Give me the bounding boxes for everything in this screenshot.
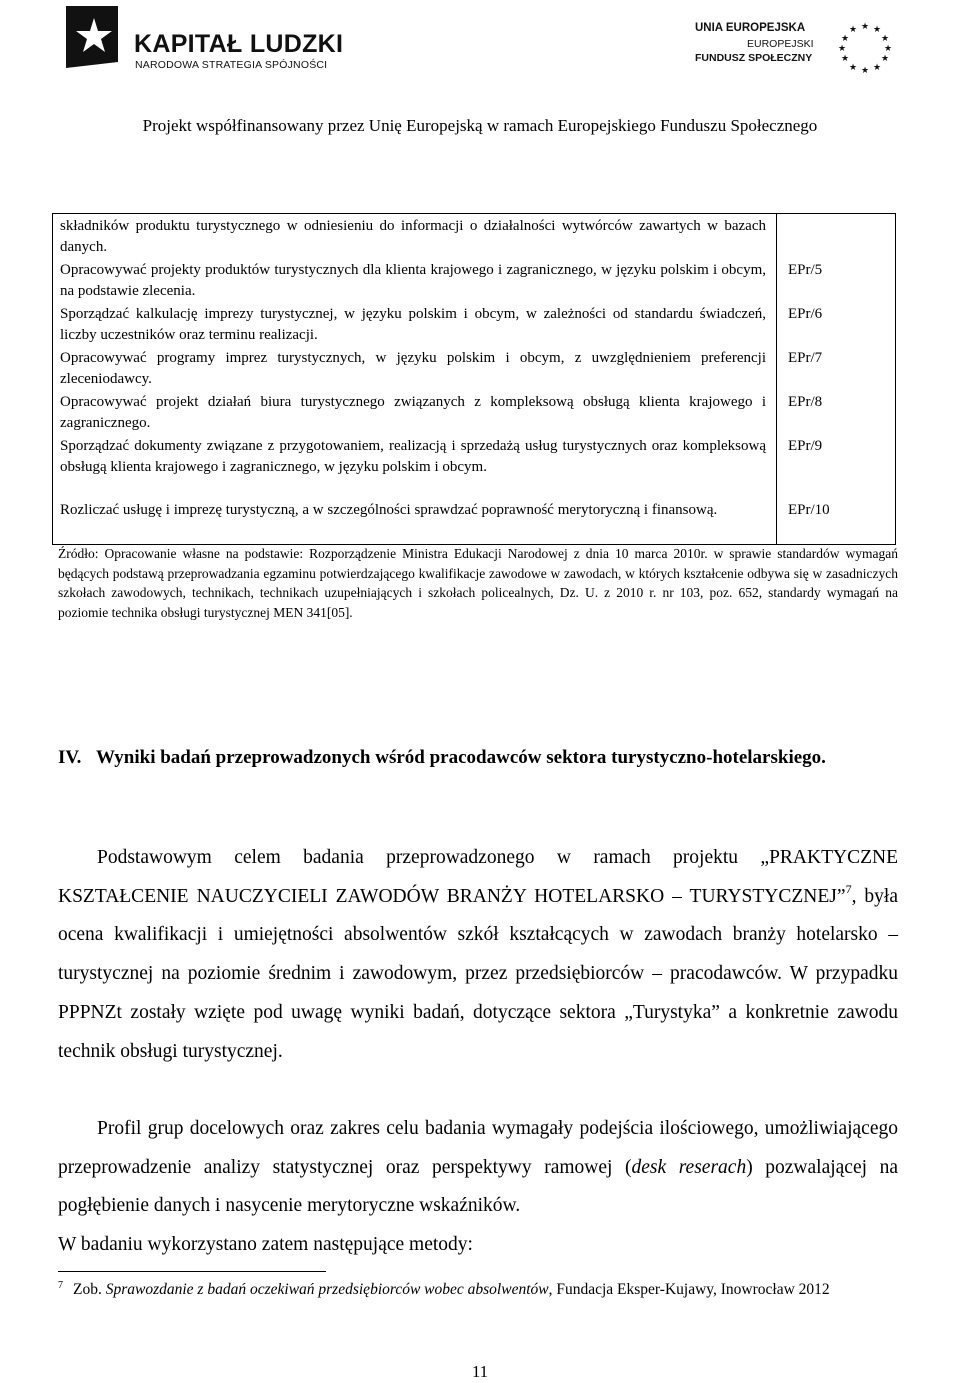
table-row-code: EPr/5: [788, 262, 823, 278]
project-caption: Projekt współfinansowany przez Unię Europejską w ramach Europejskiego Funduszu Społecznego: [142, 116, 818, 135]
kapital-ludzki-star-icon: [58, 4, 124, 70]
table-row-text: Sporządzać dokumenty związane z przygotowaniem, realizacją i sprzedażą usług turystycznych oraz kompleksową obsługą klienta krajowego i zagranicznego, w języku polskim i obcym.: [60, 438, 766, 475]
paragraph-2-italic: desk reserach: [631, 1156, 747, 1178]
table-row-text: Opracowywać projekt działań biura turystycznego związanych z kompleksową obsługą klienta krajowego i zagranicznego.: [60, 394, 766, 431]
logo-title: KAPITAŁ LUDZKI: [134, 30, 344, 58]
svg-text:★: ★: [872, 63, 882, 73]
svg-text:★: ★: [848, 25, 858, 35]
svg-text:★: ★: [860, 66, 870, 74]
table-row-code: EPr/7: [788, 350, 823, 366]
eu-logo-line1: UNIA EUROPEJSKA: [695, 22, 806, 34]
paragraph-1-text-b: , była ocena kwalifikacji i umiejętności absolwentów szkół kształcących w zawodach branży hotelarsko – turystycznej na poziomie średnim i zawodowym, przez przedsiębiorców – pracodawców. W przypadku PPPNZt zostały wzięte pod uwagę wyniki badań, dotyczące sektora „Turystyka” a konkretnie zawodu technik obsługi turystycznej.: [58, 885, 898, 1062]
svg-text:★: ★: [848, 63, 858, 73]
svg-text:★: ★: [837, 44, 847, 54]
footnote-reference[interactable]: 7: [845, 881, 852, 896]
paragraph-2-text-b: ) pozwalającej na pogłębienie danych i nasycenie merytoryczne wskaźników.: [58, 1156, 898, 1217]
table-row-code: EPr/8: [788, 394, 823, 410]
eu-logo-line3: FUNDUSZ SPOŁECZNY: [695, 52, 813, 64]
footnote: [58, 1279, 898, 1301]
footnote-prefix: Zob.: [73, 1281, 106, 1298]
footnote-title: Sprawozdanie z badań oczekiwań przedsiębiorców wobec absolwentów: [105, 1281, 549, 1298]
table-row-code: EPr/6: [788, 306, 823, 322]
table-row-text: Opracowywać programy imprez turystycznych, w języku polskim i obcym, z uwzględnieniem preferencji zleceniodawcy.: [60, 350, 766, 387]
svg-text:★: ★: [880, 54, 890, 64]
eu-logo-line2: EUROPEJSKI: [747, 38, 814, 50]
section-title: Wyniki badań przeprowadzonych wśród pracodawców sektora turystyczno-hotelarskiego.: [96, 747, 826, 768]
page-number: 11: [471, 1362, 489, 1381]
footnote-suffix: , Fundacja Eksper-Kujawy, Inowrocław 2012: [548, 1281, 830, 1298]
paragraph-2: [58, 1110, 898, 1265]
eu-flag-icon: [833, 20, 897, 74]
paragraph-1: [58, 839, 898, 1071]
table-row-text: składników produktu turystycznego w odniesieniu do informacji o działalności wytwórców zawartych w bazach danych.: [60, 218, 766, 255]
paragraph-2-text-a: Profil grup docelowych oraz zakres celu badania wymagały podejścia ilościowego, umożliwiającego przeprowadzenie analizy statystycznej oraz perspektywy ramowej (: [58, 1118, 898, 1178]
footnote-number: 7: [58, 1280, 63, 1291]
logo-subtitle: NARODOWA STRATEGIA SPÓJNOŚCI: [135, 59, 328, 71]
table-row-code: EPr/9: [788, 438, 823, 454]
table-row-text: Rozliczać usługę i imprezę turystyczną, a w szczególności sprawdzać poprawność merytoryczną i finansową.: [60, 502, 718, 518]
section-number: IV.: [58, 747, 82, 768]
table-row-code: EPr/10: [788, 502, 830, 518]
paragraph-1-text-a: Podstawowym celem badania przeprowadzonego w ramach projektu „PRAKTYCZNE KSZTAŁCENIE NAUCZYCIELI ZAWODÓW BRANŻY HOTELARSKO – TURYSTYCZNEJ”: [58, 847, 898, 907]
svg-text:★: ★: [883, 44, 893, 54]
svg-text:★: ★: [840, 54, 850, 64]
svg-text:★: ★: [872, 25, 882, 35]
paragraph-2-last-line: W badaniu wykorzystano zatem następujące metody:: [58, 1234, 473, 1256]
kapital-ludzki-logo: [58, 4, 358, 70]
table-source-note: Źródło: Opracowanie własne na podstawie: Rozporządzenie Ministra Edukacji Narodowej z dnia 10 marca 2010r. w sprawie standardów wymagań będących podstawą przeprowadzania egzaminu potwierdzającego kwalifikacje zawodowe w zawodach, w których kształcenie odbywa się w zasadniczych szkołach zawodowych, technikach, technikach uzupełniających i szkołach policealnych, Dz. U. z 2010 r. nr 103, poz. 652, standardy wymagań na poziomie technika obsługi turystycznej MEN 341[05].: [58, 546, 898, 620]
table-row-text: Opracowywać projekty produktów turystycznych dla klienta krajowego i zagranicznego, w języku polskim i obcym, na podstawie zlecenia.: [60, 262, 766, 299]
footnote-separator: [58, 1271, 326, 1272]
standards-table: [52, 213, 896, 545]
svg-text:★: ★: [860, 22, 870, 32]
svg-text:★: ★: [880, 34, 890, 44]
table-column-divider: [776, 214, 777, 544]
svg-text:★: ★: [840, 34, 850, 44]
eu-logo: [695, 22, 915, 76]
table-row-text: Sporządzać kalkulację imprezy turystycznej, w języku polskim i obcym, w zależności od standardu świadczeń, liczby uczestników oraz terminu realizacji.: [60, 306, 766, 343]
